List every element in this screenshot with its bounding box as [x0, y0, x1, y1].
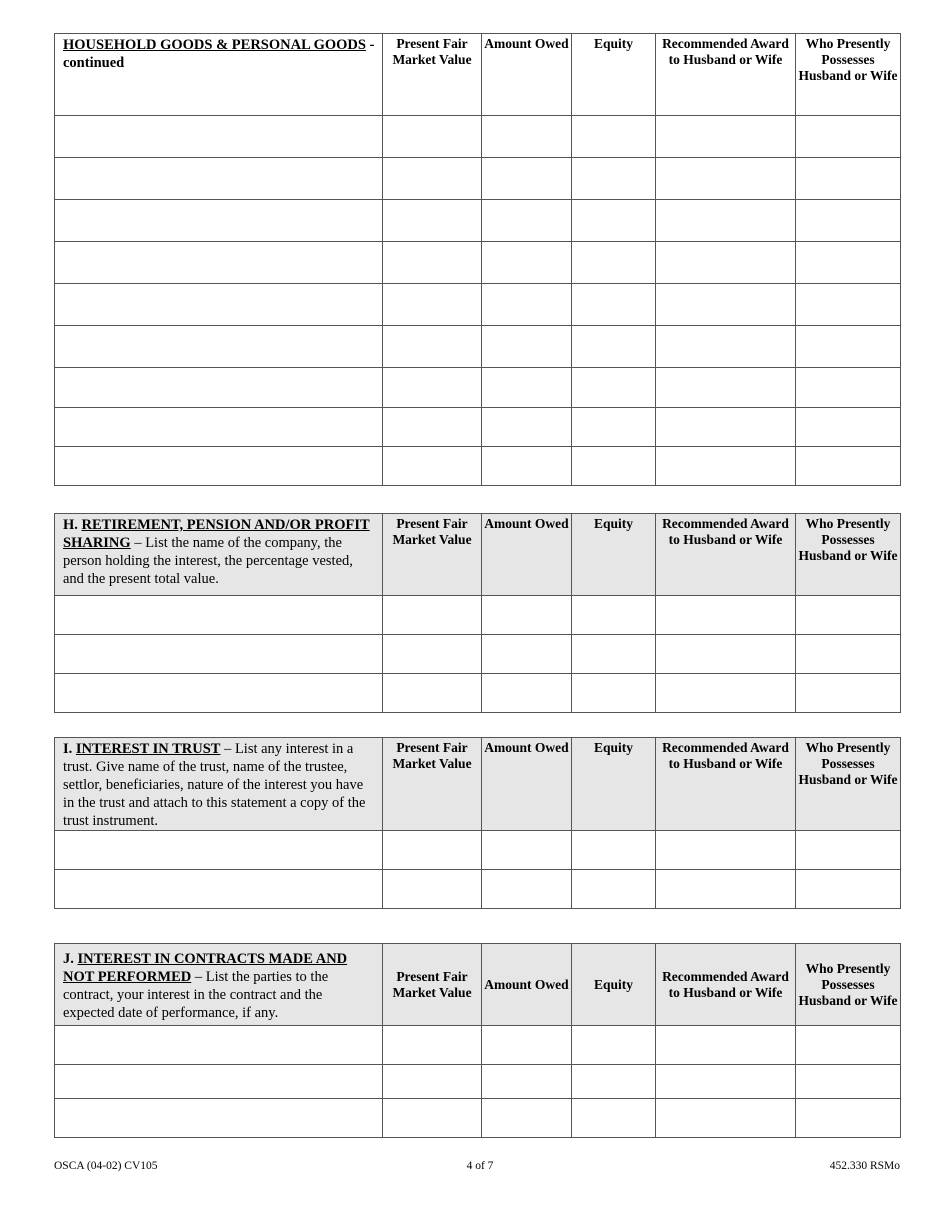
table-cell[interactable] [383, 870, 482, 909]
table-cell[interactable] [55, 116, 383, 158]
table-cell[interactable] [482, 831, 572, 870]
table-cell[interactable] [482, 284, 572, 326]
household-goods-table [54, 33, 901, 486]
table-cell[interactable] [796, 1065, 901, 1099]
table-cell[interactable] [572, 284, 656, 326]
retirement-table [54, 513, 901, 713]
table-cell[interactable] [656, 831, 796, 870]
table-cell[interactable] [656, 1065, 796, 1099]
table-cell[interactable] [656, 408, 796, 447]
table-cell[interactable] [55, 326, 383, 368]
table-cell[interactable] [55, 242, 383, 284]
col-header-equity: Equity [572, 514, 656, 596]
col-header-possesses: Who Presently Possesses Husband or Wife [796, 34, 901, 116]
col-header-possesses: Who Presently Possesses Husband or Wife [796, 944, 901, 1026]
table-cell[interactable] [482, 674, 572, 713]
table-cell[interactable] [572, 596, 656, 635]
table-cell[interactable] [656, 242, 796, 284]
table-cell[interactable] [656, 368, 796, 408]
table-cell[interactable] [656, 674, 796, 713]
table-cell[interactable] [55, 870, 383, 909]
table-cell[interactable] [482, 870, 572, 909]
table-cell[interactable] [383, 1026, 482, 1065]
col-header-possesses: Who Presently Possesses Husband or Wife [796, 514, 901, 596]
table-cell[interactable] [796, 674, 901, 713]
table-cell[interactable] [656, 1026, 796, 1065]
table-cell[interactable] [796, 831, 901, 870]
table-cell[interactable] [383, 674, 482, 713]
table-cell[interactable] [55, 368, 383, 408]
table-cell[interactable] [572, 870, 656, 909]
table-row [55, 1099, 901, 1138]
table-cell[interactable] [796, 368, 901, 408]
table-row [55, 870, 901, 909]
table-cell[interactable] [796, 408, 901, 447]
table-cell[interactable] [656, 116, 796, 158]
table-cell[interactable] [55, 158, 383, 200]
col-header-equity: Equity [572, 944, 656, 1026]
table-cell[interactable] [572, 368, 656, 408]
col-header-equity: Equity [572, 738, 656, 831]
table-cell[interactable] [572, 242, 656, 284]
table-cell[interactable] [572, 326, 656, 368]
table-row [55, 200, 901, 242]
table-row [55, 831, 901, 870]
table-cell[interactable] [796, 326, 901, 368]
table-cell[interactable] [656, 326, 796, 368]
table-cell[interactable] [383, 596, 482, 635]
col-header-equity: Equity [572, 34, 656, 116]
col-header-fair-market: Present Fair Market Value [383, 738, 482, 831]
table-cell[interactable] [482, 1065, 572, 1099]
table-cell[interactable] [482, 635, 572, 674]
table-cell[interactable] [656, 200, 796, 242]
table-cell[interactable] [482, 326, 572, 368]
table-cell[interactable] [572, 635, 656, 674]
table-cell[interactable] [796, 635, 901, 674]
table-cell[interactable] [656, 870, 796, 909]
table-cell[interactable] [656, 447, 796, 486]
table-cell[interactable] [656, 596, 796, 635]
col-header-award: Recommended Award to Husband or Wife [656, 738, 796, 831]
table-cell[interactable] [55, 1065, 383, 1099]
col-header-amount-owed: Amount Owed [482, 944, 572, 1026]
col-header-fair-market: Present Fair Market Value [383, 514, 482, 596]
table-cell[interactable] [55, 596, 383, 635]
table-row [55, 326, 901, 368]
table-cell[interactable] [656, 284, 796, 326]
footer-form-id: OSCA (04-02) CV105 [54, 1160, 158, 1172]
table-cell[interactable] [796, 596, 901, 635]
table-row [55, 1065, 901, 1099]
table-cell[interactable] [383, 1065, 482, 1099]
table-row [55, 408, 901, 447]
table-cell[interactable] [656, 635, 796, 674]
table-cell[interactable] [796, 870, 901, 909]
col-header-fair-market: Present Fair Market Value [383, 944, 482, 1026]
table-row [55, 447, 901, 486]
table-cell[interactable] [55, 447, 383, 486]
table-cell[interactable] [55, 1026, 383, 1065]
col-header-award: Recommended Award to Husband or Wife [656, 34, 796, 116]
col-header-award: Recommended Award to Husband or Wife [656, 514, 796, 596]
table-row [55, 1026, 901, 1065]
table-row [55, 158, 901, 200]
table-cell[interactable] [572, 1065, 656, 1099]
table-cell[interactable] [482, 1099, 572, 1138]
table-cell[interactable] [383, 242, 482, 284]
contracts-table [54, 943, 901, 1138]
table-cell[interactable] [383, 408, 482, 447]
table-cell[interactable] [572, 158, 656, 200]
table-cell[interactable] [572, 447, 656, 486]
table-cell[interactable] [796, 284, 901, 326]
table-cell[interactable] [383, 368, 482, 408]
table-cell[interactable] [383, 1099, 482, 1138]
footer-page-number: 4 of 7 [466, 1160, 494, 1172]
table-cell[interactable] [383, 284, 482, 326]
table-cell[interactable] [656, 1099, 796, 1138]
retirement-title: H. RETIREMENT, PENSION AND/OR PROFIT SHARING – List the name of the company, the person holding the interest, the percentage vested, and the present total value. [55, 514, 383, 596]
table-cell[interactable] [55, 674, 383, 713]
table-cell[interactable] [383, 447, 482, 486]
table-cell[interactable] [55, 831, 383, 870]
table-cell[interactable] [383, 158, 482, 200]
table-cell[interactable] [55, 408, 383, 447]
table-cell[interactable] [482, 368, 572, 408]
table-cell[interactable] [796, 158, 901, 200]
trust-table [54, 737, 901, 909]
table-cell[interactable] [383, 116, 482, 158]
table-cell[interactable] [796, 447, 901, 486]
table-cell[interactable] [482, 242, 572, 284]
table-cell[interactable] [482, 116, 572, 158]
table-cell[interactable] [482, 1026, 572, 1065]
table-cell[interactable] [55, 200, 383, 242]
table-cell[interactable] [796, 1026, 901, 1065]
table-row [55, 242, 901, 284]
table-row [55, 635, 901, 674]
table-cell[interactable] [796, 242, 901, 284]
col-header-amount-owed: Amount Owed [482, 738, 572, 831]
contracts-title: J. INTEREST IN CONTRACTS MADE AND NOT PERFORMED – List the parties to the contract, your interest in the contract and the expected date of performance, if any. [55, 944, 383, 1026]
table-cell[interactable] [572, 408, 656, 447]
col-header-possesses: Who Presently Possesses Husband or Wife [796, 738, 901, 831]
table-cell[interactable] [482, 408, 572, 447]
table-cell[interactable] [383, 200, 482, 242]
table-cell[interactable] [572, 1099, 656, 1138]
table-cell[interactable] [55, 284, 383, 326]
table-row [55, 368, 901, 408]
table-cell[interactable] [572, 674, 656, 713]
household-title: HOUSEHOLD GOODS & PERSONAL GOODS - continued [55, 34, 383, 116]
footer-statute: 452.330 RSMo [829, 1160, 900, 1172]
table-cell[interactable] [55, 1099, 383, 1138]
table-row [55, 596, 901, 635]
table-cell[interactable] [482, 447, 572, 486]
table-cell[interactable] [572, 831, 656, 870]
table-cell[interactable] [796, 1099, 901, 1138]
trust-title: I. INTEREST IN TRUST – List any interest in a trust. Give name of the trust, name of the trustee, settlor, beneficiaries, nature of the interest you have in the trust and attach to this statement a copy of the trust instrument. [55, 738, 383, 831]
col-header-fair-market: Present Fair Market Value [383, 34, 482, 116]
table-row [55, 674, 901, 713]
table-cell[interactable] [572, 116, 656, 158]
table-cell[interactable] [656, 158, 796, 200]
table-cell[interactable] [482, 596, 572, 635]
table-cell[interactable] [796, 116, 901, 158]
table-cell[interactable] [572, 1026, 656, 1065]
table-cell[interactable] [572, 200, 656, 242]
table-cell[interactable] [482, 200, 572, 242]
table-cell[interactable] [796, 200, 901, 242]
table-cell[interactable] [482, 158, 572, 200]
table-row [55, 116, 901, 158]
table-row [55, 284, 901, 326]
table-cell[interactable] [383, 831, 482, 870]
table-cell[interactable] [55, 635, 383, 674]
table-cell[interactable] [383, 326, 482, 368]
col-header-amount-owed: Amount Owed [482, 34, 572, 116]
col-header-award: Recommended Award to Husband or Wife [656, 944, 796, 1026]
col-header-amount-owed: Amount Owed [482, 514, 572, 596]
table-cell[interactable] [383, 635, 482, 674]
